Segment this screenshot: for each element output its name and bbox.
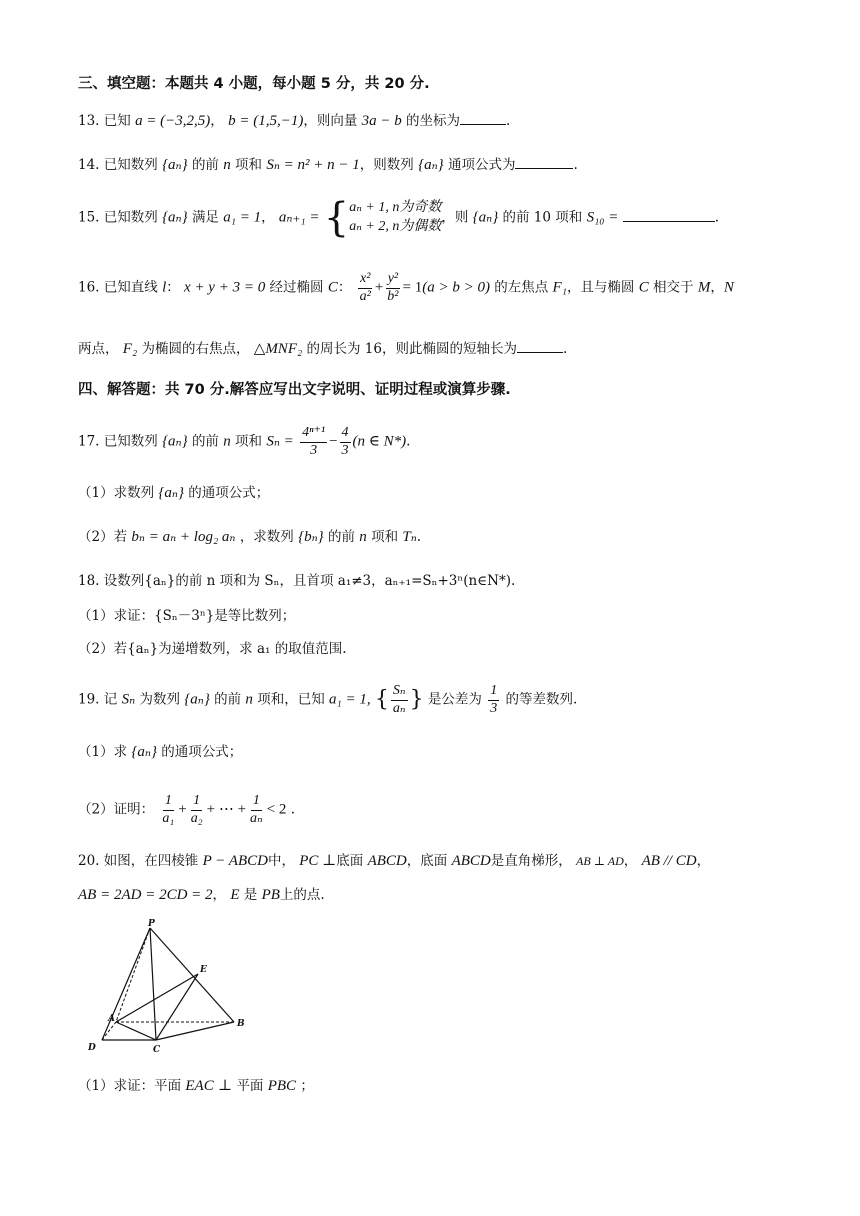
question-20-line-2: AB = 2AD = 2CD = 2， E 是 PB上的点. [78, 887, 325, 903]
fraction-4-3: $\frac{4}{3}$ [341, 425, 349, 458]
fraction-4-pow: $\frac{\text{4ⁿ⁺¹}}{3}$ [302, 425, 326, 458]
label-C: C [153, 1045, 161, 1055]
question-13: 13. 已知 a = (−3,2,5)， b = (1,5,−1)，则向量 3a − b 的坐标为 . [78, 113, 511, 129]
section-4-heading: 四、解答题：共 70 分.解答应写出文字说明、证明过程或演算步骤. [78, 382, 511, 398]
question-20: 20. 如图，在四棱锥 P − ABCD中， PC ⊥底面 ABCD，底面 ABCD是直角梯形， AB ⊥ AD， AB // CD， [78, 853, 711, 869]
label-E: E [200, 965, 207, 975]
answer-blank [515, 156, 573, 169]
label-D: D [88, 1043, 96, 1053]
question-14: 14. 已知数列 {aₙ} 的前 n 项和 Sₙ = n² + n − 1，则数列 {aₙ} 通项公式为 . [78, 157, 578, 173]
label-B: B [237, 1019, 245, 1029]
question-19: 19. 记 Sₙ 为数列 {aₙ} 的前 n 项和，已知 a₁ = 1, { $\frac{\text{Sₙ}}{\text{aₙ}}$ } 是公差为 $\frac{1}{3}$ 的等差数列. [78, 683, 578, 716]
edge-CE [156, 974, 198, 1040]
answer-blank [460, 112, 506, 125]
section-3-heading: 三、填空题：本题共 4 小题，每小题 5 分，共 20 分. [78, 76, 430, 92]
pyramid-diagram [82, 918, 262, 1060]
label-A: A [108, 1014, 115, 1024]
label-P: P [148, 919, 155, 929]
question-20-part-1: （1）求证：平面 EAC ⊥ 平面 PBC ； [78, 1078, 314, 1094]
answer-blank [623, 209, 715, 222]
fraction-1-a2: $\frac{1}{\text{a₂}}$ [190, 793, 203, 826]
fraction-1-a1: $\frac{1}{\text{a₁}}$ [162, 793, 175, 826]
ellipse-x-term: $\frac{\text{x²}}{\text{a²}}$ [359, 271, 371, 304]
edge-AC [116, 1022, 156, 1040]
piecewise-cases: aₙ + 1, n为奇数 aₙ + 2, n为偶数 [349, 200, 442, 234]
question-17: 17. 已知数列 {aₙ} 的前 n 项和 Sₙ = $\frac{\text{4ⁿ⁺¹}}{3}$ − $\frac{4}{3}$ (n ∈ N*). [78, 425, 411, 458]
fraction-s-over-a: $\frac{\text{Sₙ}}{\text{aₙ}}$ [392, 683, 406, 716]
edge-AE [116, 974, 198, 1022]
edge-PC [150, 928, 156, 1040]
question-19-part-2: （2）证明： $\frac{1}{\text{a₁}}$ + $\frac{1}{\text{a₂}}$ + ⋯ + $\frac{1}{\text{aₙ}}$ < 2 . [78, 793, 296, 826]
question-16: 16. 已知直线 l： x + y + 3 = 0 经过椭圆 C： $\frac{\text{x²}}{\text{a²}}$ + $\frac{\text{y²}}{\text{b²}}$ = 1(a > b > 0) 的左焦点 F₁，且与椭圆 C 相交于 M，N [78, 271, 734, 304]
question-17-part-1: （1）求数列 {aₙ} 的通项公式； [78, 485, 270, 501]
edge-CB [156, 1022, 234, 1040]
answer-blank [517, 340, 563, 353]
question-17-part-2: （2）若 bₙ = aₙ + log₂ aₙ ，求数列 {bₙ} 的前 n 项和 Tₙ. [78, 529, 422, 545]
fraction-one-third: $\frac{1}{3}$ [490, 683, 498, 716]
question-19-part-1: （1）求 {aₙ} 的通项公式； [78, 744, 243, 760]
question-18: 18. 设数列{aₙ}的前 n 项和为 Sₙ，且首项 a₁≠3，aₙ₊₁=Sₙ+3ⁿ(n∈N*). [78, 573, 516, 589]
edge-PB [150, 928, 234, 1022]
question-18-part-2: （2）若{aₙ}为递增数列，求 a₁ 的取值范围. [78, 641, 347, 657]
edge-PA [116, 928, 150, 1022]
case-brace: { [323, 195, 350, 241]
question-18-part-1: （1）求证：{Sₙ－3ⁿ}是等比数列； [78, 608, 296, 624]
question-16-line-2: 两点， F₂ 为椭圆的右焦点， △MNF₂ 的周长为 16，则此椭圆的短轴长为 . [78, 341, 568, 357]
ellipse-y-term: $\frac{\text{y²}}{\text{b²}}$ [387, 271, 399, 304]
fraction-1-an: $\frac{1}{\text{aₙ}}$ [250, 793, 263, 826]
question-15: 15. 已知数列 {aₙ} 满足 a₁ = 1， aₙ₊₁ = { aₙ + 1, n为奇数 aₙ + 2, n为偶数 ，则 {aₙ} 的前 10 项和 S₁₀ = . [78, 195, 719, 241]
